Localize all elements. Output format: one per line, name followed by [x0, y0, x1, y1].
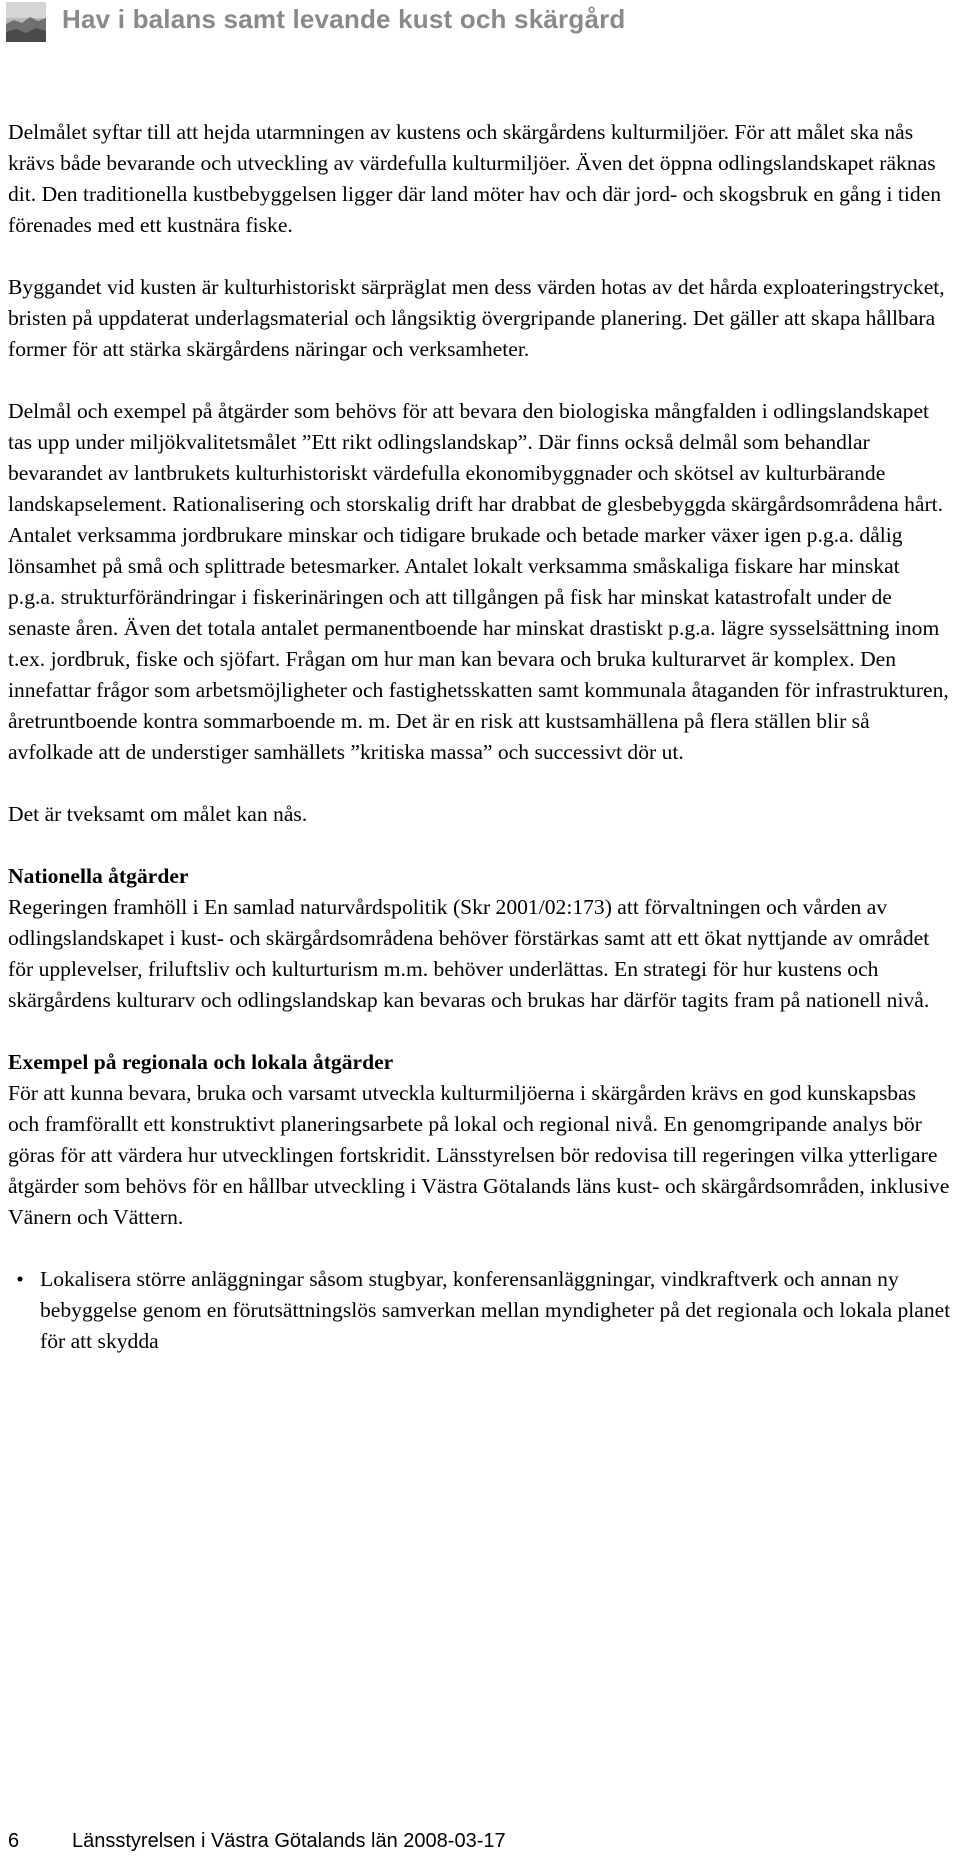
section-heading-regional: Exempel på regionala och lokala åtgärder: [8, 1050, 394, 1074]
bullet-icon: •: [16, 1267, 24, 1291]
document-body: [8, 117, 952, 1357]
list-item-text: Lokalisera större anläggningar såsom stugbyar, konferensanläggningar, vindkraftverk och annan ny bebyggelse genom en förutsättningslös samverkan mellan myndigheter på det regionala och lokala planet för att skydda: [40, 1267, 951, 1353]
section-text-regional: För att kunna bevara, bruka och varsamt utveckla kulturmiljöerna i skärgården krävs en god kunskapsbas och framförallt ett konstruktivt planeringsarbete på lokal och regional nivå. En genomgripande analys bör göras för att värdera hur utvecklingen fortskridit. Länsstyrelsen bör redovisa till regeringen vilka ytterligare åtgärder som behövs för en hållbar utveckling i Västra Götalands läns kust- och skärgårdsområden, inklusive Vänern och Vättern.: [8, 1081, 950, 1229]
body-paragraph: Byggandet vid kusten är kulturhistoriskt särpräglat men dess värden hotas av det hårda exploateringstrycket, bristen på uppdaterat underlagsmaterial och långsiktig övergripande planering. Det gäller att skapa hållbara former för att stärka skärgårdens näringar och verksamheter.: [8, 275, 945, 361]
section-text-national: Regeringen framhöll i En samlad naturvårdspolitik (Skr 2001/02:173) att förvaltningen och vården av odlingslandskapet i kust- och skärgårdsområdena behöver förstärkas samt att ett ökat nyttjande av området för upplevelser, friluftsliv och kulturturism m.m. behöver underlättas. En strategi för hur kustens och skärgårdens kulturarv och odlingslandskap kan bevaras och brukas har därför tagits fram på nationell nivå.: [8, 895, 930, 1012]
page-header: [0, 0, 960, 52]
header-title: Hav i balans samt levande kust och skärgård: [62, 4, 626, 34]
measures-list: [8, 1264, 952, 1357]
list-item: [16, 1264, 952, 1357]
body-paragraph: Det är tveksamt om målet kan nås.: [8, 802, 308, 826]
coastline-logo-icon: [6, 2, 46, 42]
body-paragraph: Delmål och exempel på åtgärder som behövs för att bevara den biologiska mångfalden i odlingslandskapet tas upp under miljökvalitetsmålet ”Ett rikt odlingslandskap”. Där finns också delmål som behandlar bevarandet av lantbrukets kulturhistoriskt värdefulla ekonomibyggnader och skötsel av kulturbärande landskapselement. Rationalisering och storskalig drift har drabbat de glesbebyggda skärgårdsområdena hårt. Antalet verksamma jordbrukare minskar och tidigare brukade och betade marker växer igen p.g.a. dålig lönsamhet på små och splittrade betesmarker. Antalet lokalt verksamma småskaliga fiskare har minskat p.g.a. strukturförändringar i fiskerinäringen och att tillgången på fisk har minskat katastrofalt under de senaste åren. Även det totala antalet permanentboende har minskat drastiskt p.g.a. lägre sysselsättning inom t.ex. jordbruk, fiske och sjöfart. Frågan om hur man kan bevara och bruka kulturarvet är komplex. Den innefattar frågor som arbetsmöjligheter och fastighetsskatten samt kommunala åtaganden för infrastrukturen, åretruntboende kontra sommarboende m. m. Det är en risk att kustsamhällena på flera ställen blir så avfolkade att de understiger samhällets ”kritiska massa” och successivt dör ut.: [8, 399, 949, 764]
page-footer: [8, 1827, 952, 1855]
footer-text: Länsstyrelsen i Västra Götalands län 2008-03-17: [72, 1830, 506, 1852]
body-paragraph: Delmålet syftar till att hejda utarmningen av kustens och skärgårdens kulturmiljöer. För att målet ska nås krävs både bevarande och utveckling av värdefulla kulturmiljöer. Även det öppna odlingslandskapet räknas dit. Den traditionella kustbebyggelsen ligger där land möter hav och där jord- och skogsbruk en gång i tiden förenades med ett kustnära fiske.: [8, 120, 942, 237]
section-heading-national: Nationella åtgärder: [8, 864, 189, 888]
page-number: 6: [8, 1830, 20, 1852]
